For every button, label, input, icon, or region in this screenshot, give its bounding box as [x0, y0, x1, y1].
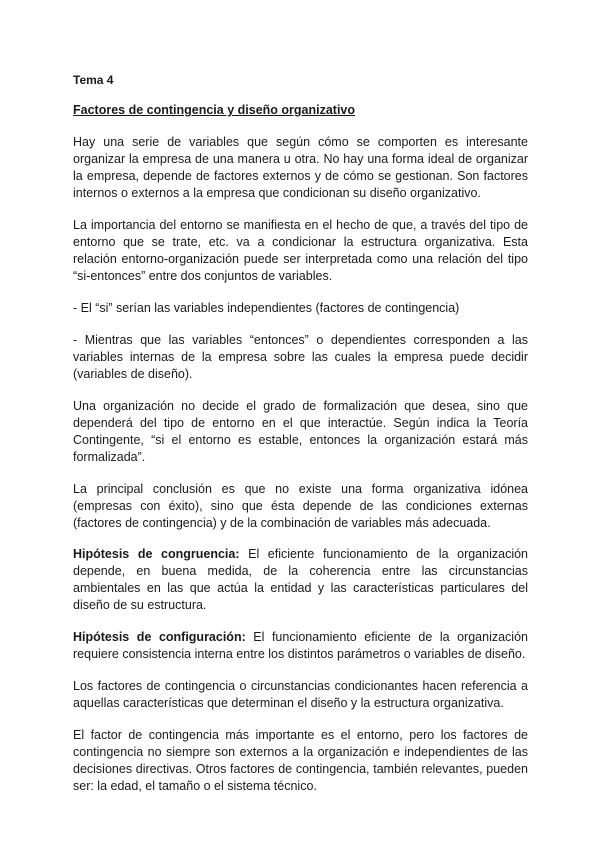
- hypothesis-configuration-label: Hipótesis de configuración:: [73, 630, 246, 644]
- paragraph-hypothesis-congruence: [73, 546, 528, 614]
- paragraph-environment: La importancia del entorno se manifiesta en el hecho de que, a través del tipo de entorno que se trate, etc. va a condicionar la estructura organizativa. Esta relación entorno-organización puede ser interpretada como una relación del tipo “si-entonces” entre dos conjuntos de variables.: [73, 218, 528, 283]
- paragraph-formalization: Una organización no decide el grado de formalización que desea, sino que dependerá del tipo de entorno en el que interactúe. Según indica la Teoría Contingente, “si el entorno es estable, entonces la organización estará más formalizada”.: [73, 399, 528, 464]
- paragraph-intro: Hay una serie de variables que según cómo se comporten es interesante organizar la empresa de una manera u otra. No hay una forma ideal de organizar la empresa, depende de factores externos y de cómo se gestionan. Son factores internos o externos a la empresa que condicionan su diseño organizativo.: [73, 135, 528, 200]
- paragraph-si: - El “si” serían las variables independientes (factores de contingencia): [73, 301, 460, 315]
- hypothesis-congruence-label: Hipótesis de congruencia:: [73, 547, 240, 561]
- paragraph-conclusion: La principal conclusión es que no existe una forma organizativa idónea (empresas con éxito), sino que ésta depende de las condiciones externas (factores de contingencia) y de la combinación de variables más adecuada.: [73, 482, 528, 530]
- hypothesis-congruence-text: El eficiente funcionamiento de la organización depende, en buena medida, de la coherencia entre las circunstancias ambientales en las que actúa la entidad y las características particulares del diseño de su estructura.: [73, 547, 528, 612]
- paragraph-hypothesis-configuration: [73, 629, 528, 663]
- paragraph-contingency-factors: Los factores de contingencia o circunstancias condicionantes hacen referencia a aquellas características que determinan el diseño y la estructura organizativa.: [73, 679, 528, 710]
- paragraph-entonces: - Mientras que las variables “entonces” o dependientes corresponden a las variables internas de la empresa sobre las cuales la empresa puede decidir (variables de diseño).: [73, 333, 528, 381]
- document-subtitle: Factores de contingencia y diseño organizativo: [73, 103, 356, 117]
- document-title: Tema 4: [73, 73, 114, 87]
- hypothesis-configuration-text: El funcionamiento eficiente de la organización requiere consistencia interna entre los distintos parámetros o variables de diseño.: [73, 630, 528, 661]
- paragraph-main-factor: El factor de contingencia más importante es el entorno, pero los factores de contingencia no siempre son externos a la organización e independientes de las decisiones directivas. Otros factores de contingencia, también relevantes, pueden ser: la edad, el tamaño o el sistema técnico.: [73, 728, 528, 793]
